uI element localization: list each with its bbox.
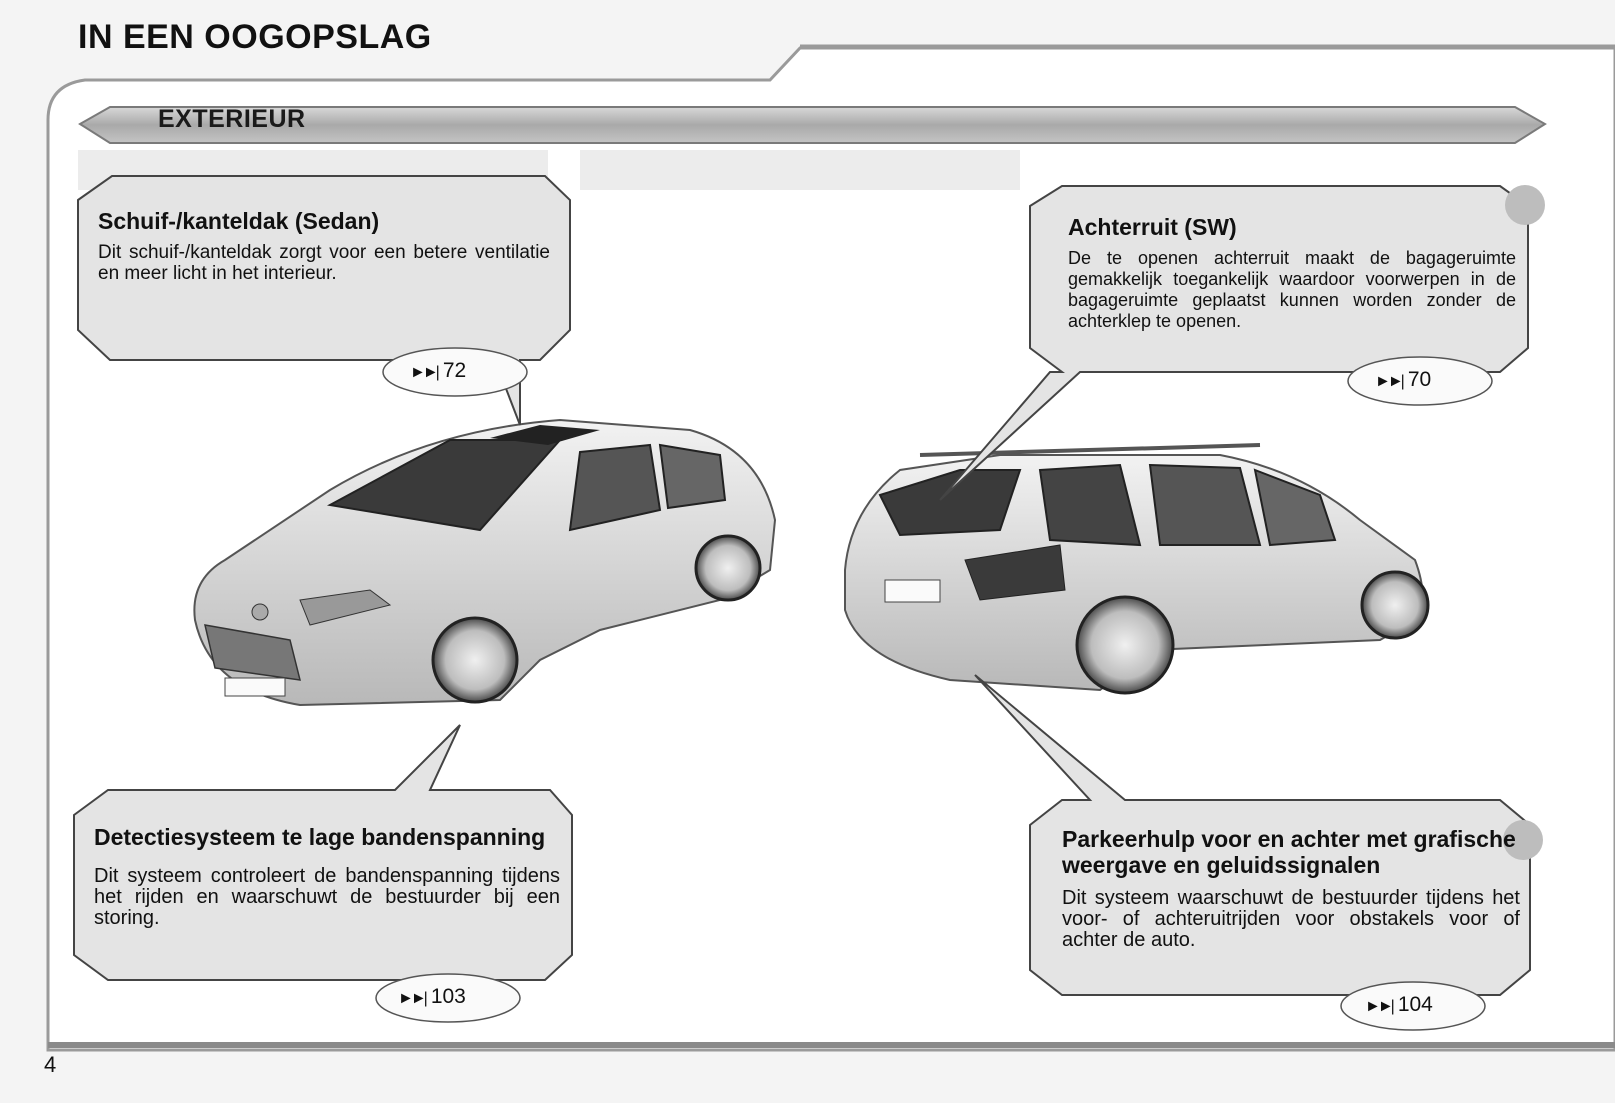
page-ref-number: 70 — [1407, 368, 1432, 391]
page-ref-link[interactable] — [1365, 993, 1433, 1017]
callout-text: Dit systeem waarschuwt de bestuurder tijdens het voor- of achteruitrijden voor obstakels voor of achter de auto. — [1062, 887, 1520, 951]
skip-forward-icon: ►►| — [1375, 373, 1402, 390]
page-ref-number: 103 — [430, 985, 466, 1008]
callout-text: Dit schuif-/kanteldak zorgt voor een betere ventilatie en meer licht in het interieur. — [98, 242, 550, 284]
callout-text: Dit systeem controleert de bandenspanning tijdens het rijden en waarschuwt de bestuurder bij een storing. — [94, 865, 560, 929]
callout-text: De te openen achterruit maakt de bagageruimte gemakkelijk toegankelijk waardoor voorwerpen in de bagageruimte geplaatst kunnen worden zonder de achterklep te openen. — [1068, 248, 1516, 331]
callout-title: Achterruit (SW) — [1068, 214, 1237, 240]
page-ref-link[interactable] — [1375, 368, 1431, 392]
page-ref-link[interactable] — [410, 359, 466, 383]
callout-title: Parkeerhulp voor en achter met grafische weergave en geluidssignalen — [1062, 826, 1516, 878]
page-title: IN EEN OOGOPSLAG — [78, 18, 432, 56]
ghost-panel — [580, 150, 1020, 190]
page-ref-number: 104 — [1397, 993, 1433, 1016]
page-number: 4 — [44, 1052, 57, 1077]
skip-forward-icon: ►►| — [398, 990, 425, 1007]
callout-rear-window — [1068, 214, 1516, 332]
page-ref-number: 72 — [442, 359, 467, 382]
skip-forward-icon: ►►| — [1365, 998, 1392, 1015]
skip-forward-icon: ►►| — [410, 364, 437, 381]
callout-title: Schuif-/kanteldak (Sedan) — [98, 208, 380, 234]
callout-sunroof — [98, 208, 550, 284]
callout-title: Detectiesysteem te lage bandenspanning — [94, 824, 546, 850]
section-title: EXTERIEUR — [158, 105, 306, 133]
page-ref-link[interactable] — [398, 985, 466, 1009]
callout-tyre-pressure — [94, 824, 560, 929]
callout-parking-aid — [1062, 826, 1520, 951]
